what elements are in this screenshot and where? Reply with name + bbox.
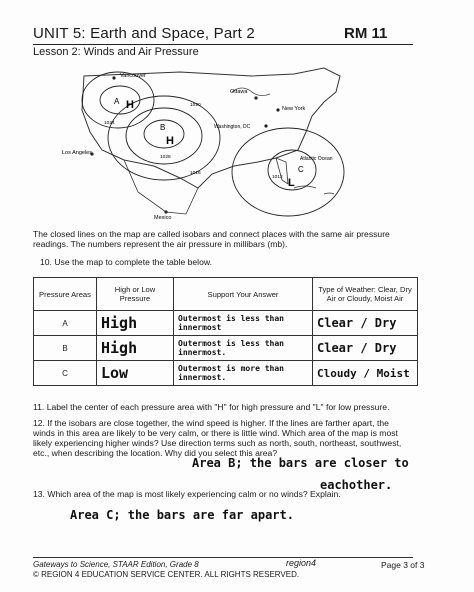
- question-12: 12. If the isobars are close together, the wind speed is higher. If the lines are farther apart, the winds in this area are likely to be very calm, or there is little wind. Which area of the map is most likely experiencing higher winds? Use direction terms such as north, south, northeast, southwest, etc., when describing the location. Why did you select this area?: [33, 418, 402, 458]
- footer-book-title: Gateways to Science, STAAR Edition, Grade 8: [33, 560, 199, 569]
- table-row: [34, 336, 418, 361]
- isobar-map: [62, 62, 402, 220]
- handwritten-h-a: H: [126, 99, 134, 111]
- answer-12-line1[interactable]: Area B; the bars are closer to: [192, 456, 409, 470]
- cell-area: C: [34, 361, 97, 386]
- cell-weather[interactable]: Clear / Dry: [313, 311, 418, 336]
- city-mexico: Mexico: [154, 215, 172, 220]
- city-ottawa: Ottawa: [230, 89, 248, 95]
- isobar-reading-2: 1020: [190, 103, 201, 108]
- handwritten-h-b: H: [166, 135, 174, 147]
- region4-logo: region4: [286, 558, 317, 568]
- area-label-c: C: [298, 165, 304, 174]
- footer-rule: [33, 557, 413, 558]
- answer-13[interactable]: Area C; the bars are far apart.: [70, 508, 294, 522]
- area-label-b: B: [160, 123, 166, 132]
- footer-copyright: © REGION 4 EDUCATION SERVICE CENTER. ALL RIGHTS RESERVED.: [33, 570, 300, 579]
- col-header-areas: Pressure Areas: [34, 278, 97, 311]
- col-header-weather: Type of Weather: Clear, Dry Air or Cloudy, Moist Air: [313, 278, 418, 311]
- isobar-reading-3: 1028: [160, 155, 171, 160]
- question-13: 13. Which area of the map is most likely experiencing calm or no winds? Explain.: [33, 489, 341, 499]
- isobar-a-inner: [100, 86, 140, 114]
- cell-weather[interactable]: Cloudy / Moist: [313, 361, 418, 386]
- cell-pressure[interactable]: High: [97, 336, 174, 361]
- city-vancouver: Vancouver: [120, 73, 146, 79]
- rm-label: RM 11: [344, 25, 388, 42]
- cell-pressure[interactable]: High: [97, 311, 174, 336]
- isobar-b-outer: [108, 96, 220, 180]
- area-label-a: A: [114, 97, 120, 106]
- cell-support[interactable]: Outermost is less than innermost.: [174, 336, 313, 361]
- cell-area: B: [34, 336, 97, 361]
- col-header-pressure: High or Low Pressure: [97, 278, 174, 311]
- lesson-title: Lesson 2: Winds and Air Pressure: [33, 46, 199, 58]
- answer-12-line2[interactable]: eachother.: [320, 478, 393, 492]
- unit-title: UNIT 5: Earth and Space, Part 2: [33, 25, 255, 42]
- table-header-row: [34, 278, 418, 311]
- pressure-table: [33, 277, 418, 386]
- city-washington: Washington, DC: [214, 124, 251, 130]
- isobar-reading-1: 1024: [104, 121, 115, 126]
- cell-weather[interactable]: Clear / Dry: [313, 336, 418, 361]
- cell-support[interactable]: Outermost is less than innermost: [174, 311, 313, 336]
- isobar-explanation: The closed lines on the map are called isobars and connect places with the same air pressure readings. The numbers represent the air pressure in millibars (mb).: [33, 229, 390, 249]
- page-number: Page 3 of 3: [381, 560, 425, 570]
- question-10: 10. Use the map to complete the table below.: [40, 257, 212, 267]
- label-atlantic: Atlantic Ocean: [300, 156, 333, 162]
- title-rule: [33, 44, 413, 45]
- isobar-reading-4: 1012: [272, 175, 283, 180]
- footer-credits: [33, 560, 299, 580]
- cell-support[interactable]: Outermost is more than innermost.: [174, 361, 313, 386]
- city-los-angeles: Los Angeles: [62, 150, 92, 156]
- isobar-reading-5: 1016: [190, 171, 201, 176]
- question-11: 11. Label the center of each pressure area with "H" for high pressure and "L" for low pressure.: [33, 402, 390, 412]
- cell-pressure[interactable]: Low: [97, 361, 174, 386]
- cell-area: A: [34, 311, 97, 336]
- city-new-york: New York: [282, 106, 306, 112]
- table-row: [34, 361, 418, 386]
- col-header-support: Support Your Answer: [174, 278, 313, 311]
- isobar-c-outer: [232, 128, 344, 216]
- table-row: [34, 311, 418, 336]
- handwritten-l-c: L: [288, 177, 295, 189]
